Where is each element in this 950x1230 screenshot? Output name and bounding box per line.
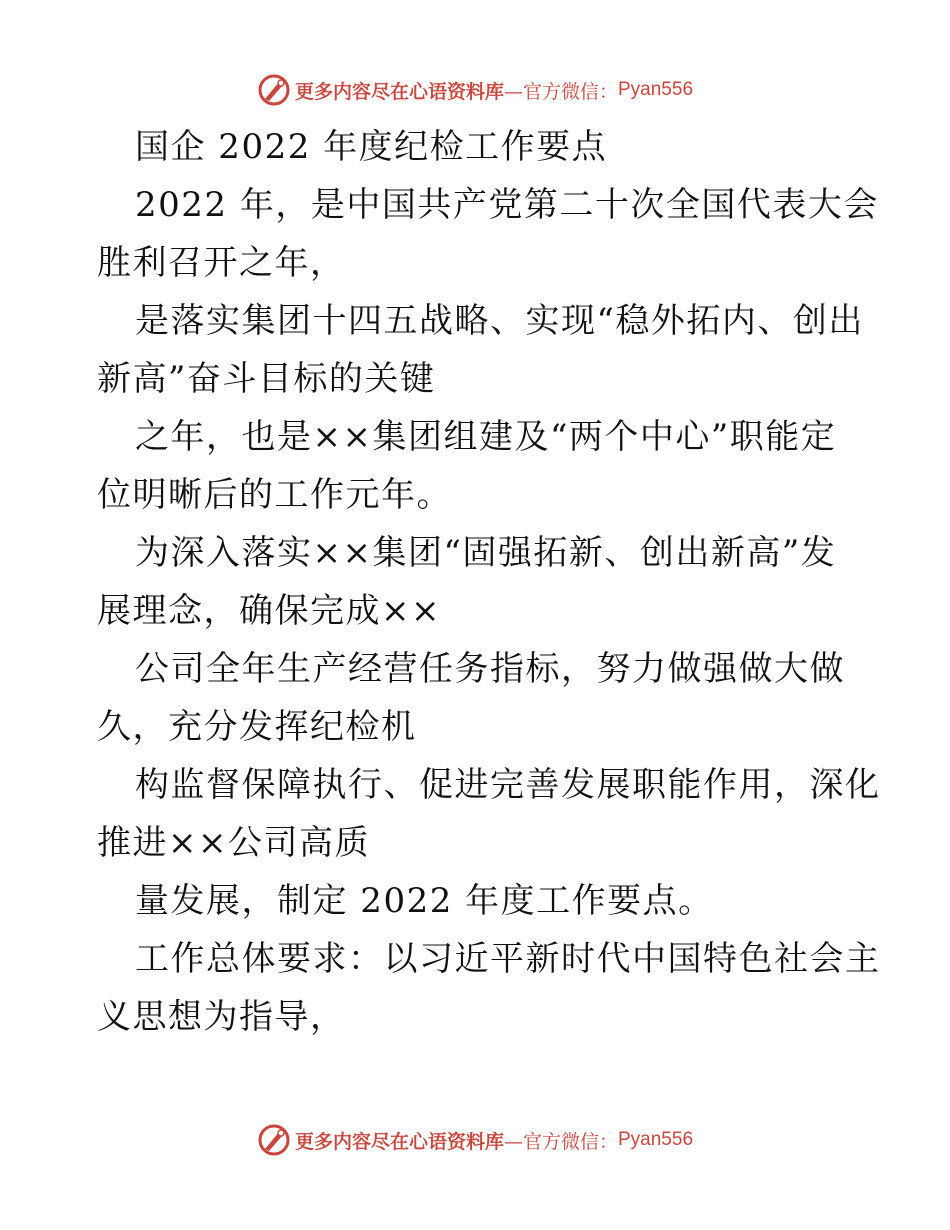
footer-subtext: —官方微信：: [503, 1130, 618, 1153]
footer-wechat-id: Pyan556: [618, 1129, 694, 1150]
footer-watermark: [0, 1120, 950, 1160]
document-title: 国企 2022 年度纪检工作要点: [135, 127, 608, 167]
paragraph-line: 公司全年生产经营任务指标，努力做强做大做: [135, 649, 845, 689]
paragraph-line: 久，充分发挥纪检机: [97, 707, 417, 747]
header-text: 更多内容尽在心语资料库: [294, 80, 504, 103]
paragraph-line: 胜利召开之年，: [97, 243, 346, 283]
paragraph-line: 新高”奋斗目标的关键: [97, 359, 436, 399]
paragraph-line: 为深入落实××集团“固强拓新、创出新高”发: [135, 533, 837, 573]
paragraph-line: 量发展，制定 2022 年度工作要点。: [135, 881, 714, 921]
document-body: [97, 118, 881, 1046]
header-watermark: [0, 70, 950, 110]
paragraph-line: 构监督保障执行、促进完善发展职能作用，深化: [135, 765, 881, 805]
paragraph-line: 推进××公司高质: [97, 823, 370, 863]
paragraph-line: 之年，也是××集团组建及“两个中心”职能定: [135, 417, 837, 457]
paragraph-line: 展理念，确保完成××: [97, 591, 441, 631]
header-wechat-id: Pyan556: [618, 79, 694, 100]
paragraph-line: 是落实集团十四五战略、实现“稳外拓内、创出: [135, 301, 864, 341]
footer-text: 更多内容尽在心语资料库: [294, 1130, 504, 1153]
pen-logo-icon: [257, 1123, 291, 1157]
pen-logo-icon: [257, 73, 291, 107]
paragraph-line: 位明晰后的工作元年。: [97, 475, 452, 515]
paragraph-line: 工作总体要求：以习近平新时代中国特色社会主: [135, 939, 881, 979]
paragraph-line: 义思想为指导，: [97, 997, 346, 1037]
header-subtext: —官方微信：: [503, 80, 618, 103]
paragraph-line: 2022 年，是中国共产党第二十次全国代表大会: [135, 185, 879, 225]
